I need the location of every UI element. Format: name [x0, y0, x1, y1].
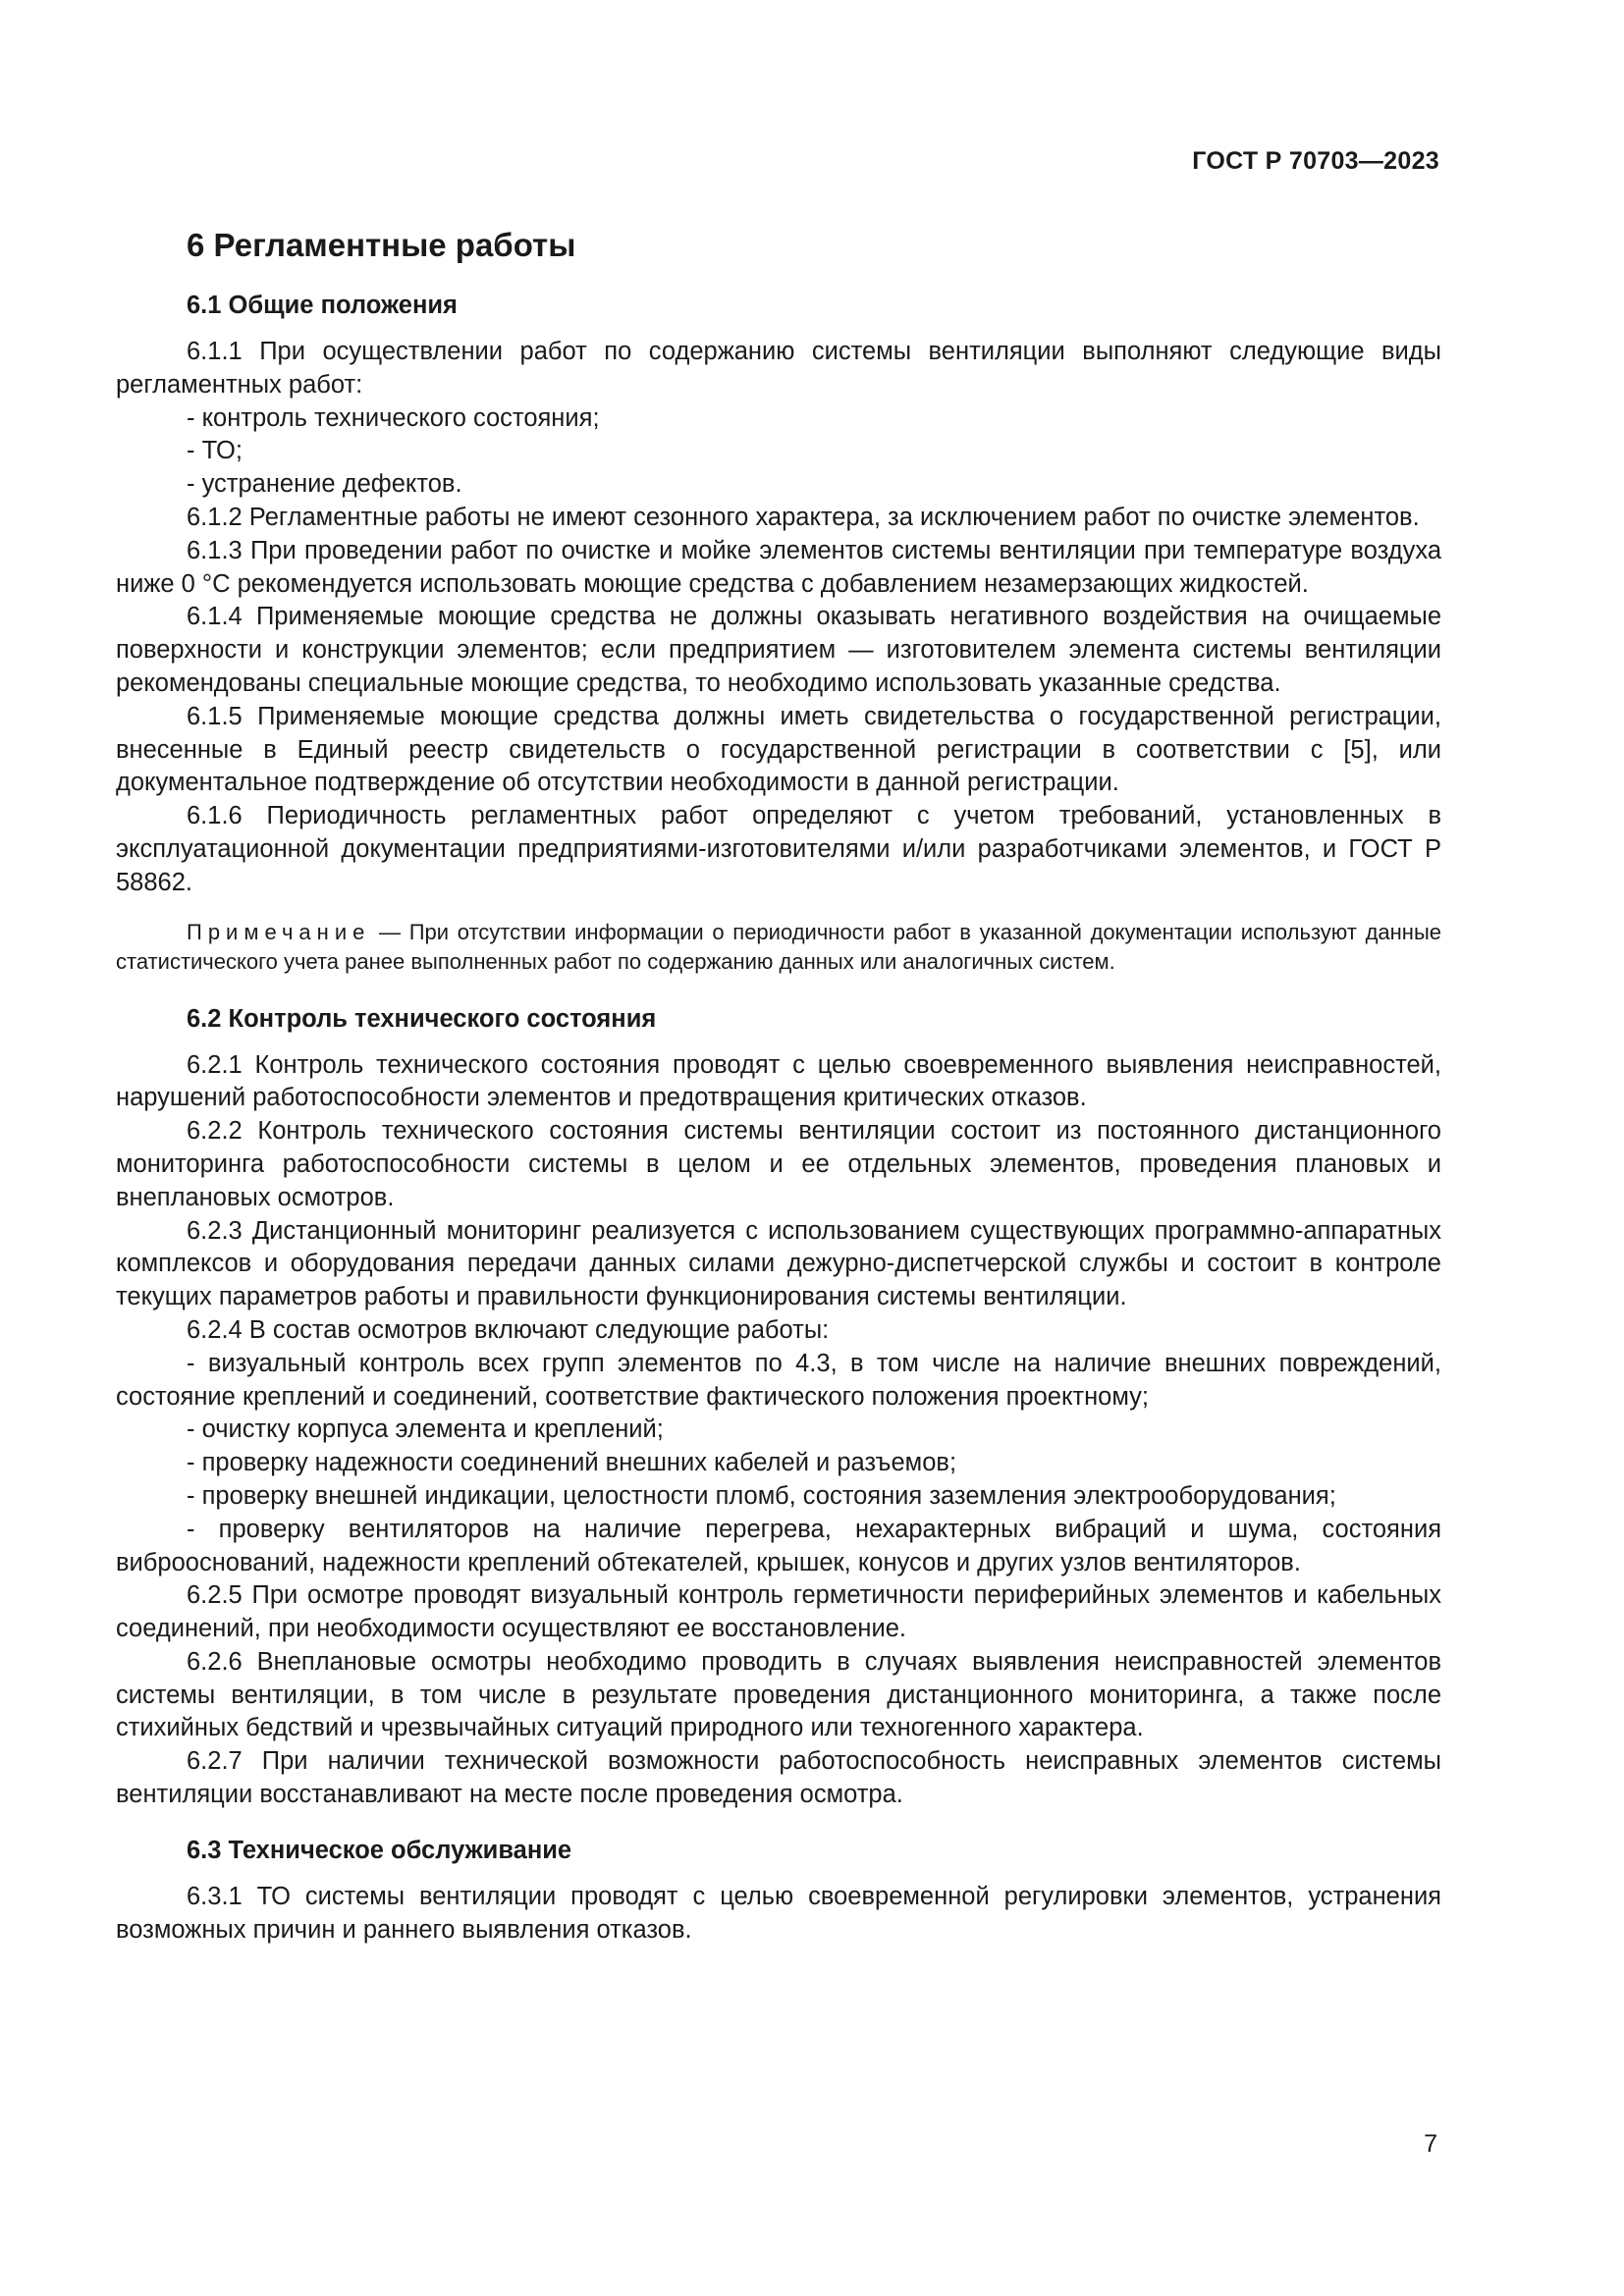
paragraph-6-2-2: 6.2.2 Контроль технического состояния системы вентиляции состоит из постоянного дистанционного мониторинга работоспособности системы в целом и ее отдельных элементов, проведения плановых и внеплановых осмотров. [116, 1117, 1441, 1211]
section-title: 6 Регламентные работы [187, 227, 576, 263]
page-content [116, 224, 1441, 1947]
list-item: - очистку корпуса элемента и креплений; [187, 1415, 664, 1444]
paragraph-6-2-3: 6.2.3 Дистанционный мониторинг реализуется с использованием существующих программно-аппаратных комплексов и оборудования передачи данных силами дежурно-диспетчерской службы и состоит в контроле текущих параметров работы и правильности функционирования системы вентиляции. [116, 1216, 1441, 1311]
page-number: 7 [1424, 2130, 1437, 2158]
list-item: - ТО; [187, 437, 243, 465]
paragraph-6-1-6: 6.1.6 Периодичность регламентных работ определяют с учетом требований, установленных в эксплуатационной документации предприятиями-изготовителями и/или разработчиками элементов, и ГОСТ Р 58862. [116, 802, 1441, 896]
list-item: - устранение дефектов. [187, 470, 462, 499]
paragraph-6-1-3: 6.1.3 При проведении работ по очистке и мойке элементов системы вентиляции при температуре воздуха ниже 0 °С рекомендуется использовать моющие средства с добавлением незамерзающих жидкостей. [116, 536, 1441, 598]
note [116, 918, 1441, 977]
list-item: - контроль технического состояния; [187, 403, 600, 432]
document-id-header: ГОСТ Р 70703—2023 [1192, 147, 1439, 175]
paragraph-6-1-1: 6.1.1 При осуществлении работ по содержанию системы вентиляции выполняют следующие виды регламентных работ: [116, 338, 1441, 399]
subsection-title-6-1: 6.1 Общие положения [187, 292, 458, 319]
subsection-title-6-2: 6.2 Контроль технического состояния [187, 1004, 657, 1033]
paragraph-6-2-4: 6.2.4 В состав осмотров включают следующие работы: [187, 1315, 830, 1344]
paragraph-6-1-2: 6.1.2 Регламентные работы не имеют сезонного характера, за исключением работ по очистке элементов. [187, 503, 1420, 531]
list-item: - визуальный контроль всех групп элементов по 4.3, в том числе на наличие внешних повреждений, состояние креплений и соединений, соответствие фактического положения проектному; [116, 1349, 1441, 1411]
list-item: - проверку надежности соединений внешних кабелей и разъемов; [187, 1449, 957, 1477]
paragraph-6-2-6: 6.2.6 Внеплановые осмотры необходимо проводить в случаях выявления неисправностей элементов системы вентиляции, в том числе в результате проведения дистанционного мониторинга, а также после стихийных бедствий и чрезвычайных ситуаций природного или техногенного характера. [116, 1647, 1441, 1742]
paragraph-6-3-1: 6.3.1 ТО системы вентиляции проводят с целью своевременной регулировки элементов, устранения возможных причин и раннего выявления отказов. [116, 1882, 1441, 1944]
note-label: Примечание [187, 919, 371, 944]
note-text: — При отсутствии информации о периодичности работ в указанной документации используют данные статистического учета ранее выполненных работ по содержанию данных или аналогичных систем. [116, 919, 1441, 974]
subsection-title-6-3: 6.3 Техническое обслуживание [187, 1836, 572, 1864]
list-item: - проверку внешней индикации, целостности пломб, состояния заземления электрооборудования; [187, 1481, 1336, 1510]
paragraph-6-2-7: 6.2.7 При наличии технической возможности работоспособность неисправных элементов системы вентиляции восстанавливают на месте после проведения осмотра. [116, 1747, 1441, 1809]
paragraph-6-1-5: 6.1.5 Применяемые моющие средства должны иметь свидетельства о государственной регистрации, внесенные в Единый реестр свидетельств о государственной регистрации в соответствии с [5], или документальное подтверждение об отсутствии необходимости в данной регистрации. [116, 702, 1441, 797]
list-item: - проверку вентиляторов на наличие перегрева, нехарактерных вибраций и шума, состояния виброоснований, надежности креплений обтекателей, крышек, конусов и других узлов вентиляторов. [116, 1515, 1441, 1576]
paragraph-6-1-4: 6.1.4 Применяемые моющие средства не должны оказывать негативного воздействия на очищаемые поверхности и конструкции элементов; если предприятием — изготовителем элемента системы вентиляции рекомендованы специальные моющие средства, то необходимо использовать указанные средства. [116, 603, 1441, 697]
paragraph-6-2-5: 6.2.5 При осмотре проводят визуальный контроль герметичности периферийных элементов и кабельных соединений, при необходимости осуществляют ее восстановление. [116, 1581, 1441, 1643]
paragraph-6-2-1: 6.2.1 Контроль технического состояния проводят с целью своевременного выявления неисправностей, нарушений работоспособности элементов и предотвращения критических отказов. [116, 1050, 1441, 1112]
